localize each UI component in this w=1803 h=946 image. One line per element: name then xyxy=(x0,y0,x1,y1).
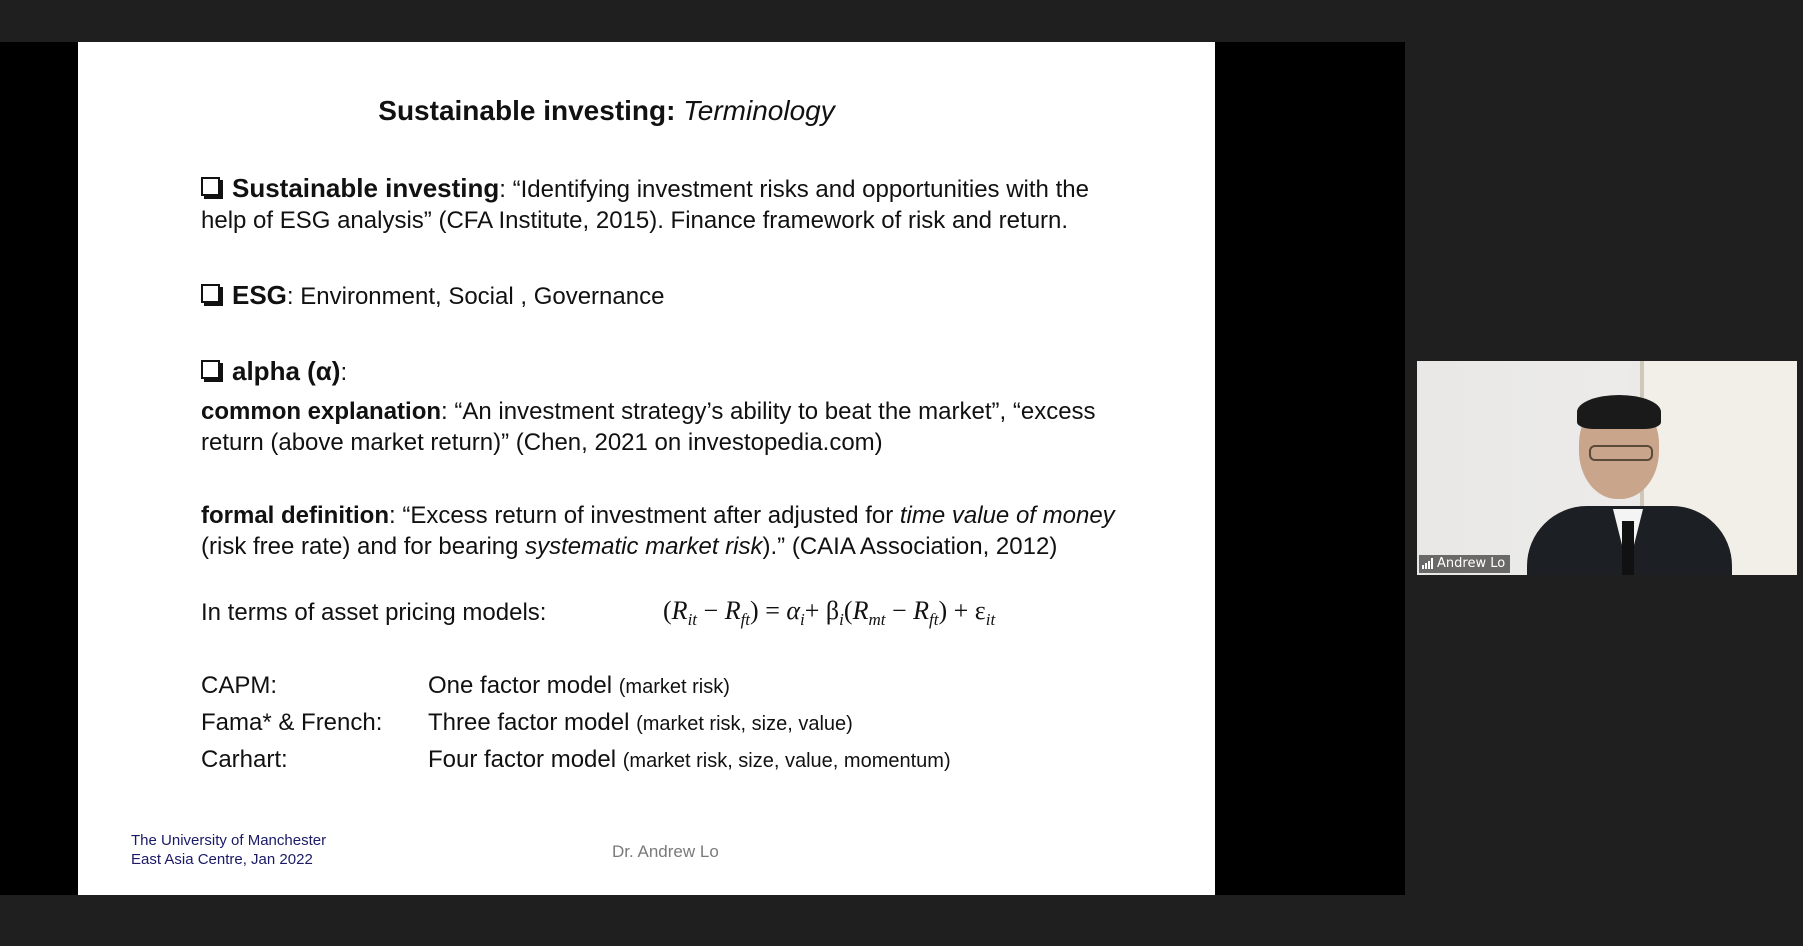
bullet-text: : “Identifying investment risks and opportunities with the xyxy=(499,176,1089,203)
participant-glasses xyxy=(1589,445,1653,461)
bullet-alpha xyxy=(201,356,347,388)
slide-title-italic: Terminology xyxy=(683,95,835,126)
model-desc xyxy=(428,746,951,774)
formal-italic: time value of money xyxy=(899,502,1115,529)
bullet-colon: : xyxy=(340,359,348,386)
slide-title-bold: Sustainable investing: xyxy=(378,95,676,126)
model-detail: (market risk) xyxy=(618,676,730,698)
formal-italic: systematic market risk xyxy=(525,533,763,560)
model-name: One factor model xyxy=(428,672,613,699)
formal-text: ).” (CAIA Association, 2012) xyxy=(762,533,1058,560)
footer-institution xyxy=(131,831,326,869)
presentation-slide xyxy=(78,42,1215,895)
participant-name-tag xyxy=(1419,555,1510,573)
participant-video-tile[interactable] xyxy=(1417,361,1797,575)
asset-pricing-formula: $(R_{it} - R_{ft}) = \alpha_i+ \beta_i(R_{mt} - R_{ft}) + \varepsilon_{it}$ xyxy=(663,596,996,630)
model-desc xyxy=(428,709,853,737)
footer-line: The University of Manchester xyxy=(131,832,327,849)
bullet-esg xyxy=(201,280,664,312)
signal-bars-icon xyxy=(1422,558,1433,569)
model-detail: (market risk, size, value, momentum) xyxy=(622,750,951,772)
formal-text: : “Excess return of investment after adjusted for xyxy=(389,502,900,529)
bullet-head: ESG xyxy=(232,280,287,310)
model-label: CAPM: xyxy=(201,672,278,699)
formal-definition xyxy=(201,500,1115,562)
participant-hair xyxy=(1577,395,1661,429)
checkbox-bullet-icon xyxy=(201,177,220,196)
model-label: Fama* & French: xyxy=(201,709,383,736)
common-text: return (above market return)” (Chen, 2021 on investopedia.com) xyxy=(201,429,883,456)
pricing-intro: In terms of asset pricing models: xyxy=(201,599,547,626)
common-text: : “An investment strategy’s ability to beat the market”, “excess xyxy=(441,398,1096,425)
checkbox-bullet-icon xyxy=(201,284,220,303)
participant-name: Andrew Lo xyxy=(1437,556,1506,571)
model-name: Four factor model xyxy=(428,746,617,773)
participant-tie xyxy=(1622,521,1634,575)
bullet-head: Sustainable investing xyxy=(232,173,500,203)
model-name: Three factor model xyxy=(428,709,630,736)
bullet-text: help of ESG analysis” (CFA Institute, 2015). Finance framework of risk and return. xyxy=(201,207,1069,234)
checkbox-bullet-icon xyxy=(201,360,220,379)
model-desc xyxy=(428,672,730,700)
common-label: common explanation xyxy=(201,398,442,425)
bullet-text: : Environment, Social , Governance xyxy=(286,283,665,310)
bullet-sustainable-investing xyxy=(201,173,1089,236)
formal-label: formal definition xyxy=(201,502,389,529)
bullet-head: alpha (α) xyxy=(232,356,341,386)
formal-text: (risk free rate) and for bearing xyxy=(201,533,526,560)
footer-author: Dr. Andrew Lo xyxy=(612,842,719,861)
slide-title xyxy=(78,95,1215,127)
footer-line: East Asia Centre, Jan 2022 xyxy=(131,851,313,868)
model-label: Carhart: xyxy=(201,746,288,773)
common-explanation xyxy=(201,396,1096,458)
model-detail: (market risk, size, value) xyxy=(636,713,853,735)
